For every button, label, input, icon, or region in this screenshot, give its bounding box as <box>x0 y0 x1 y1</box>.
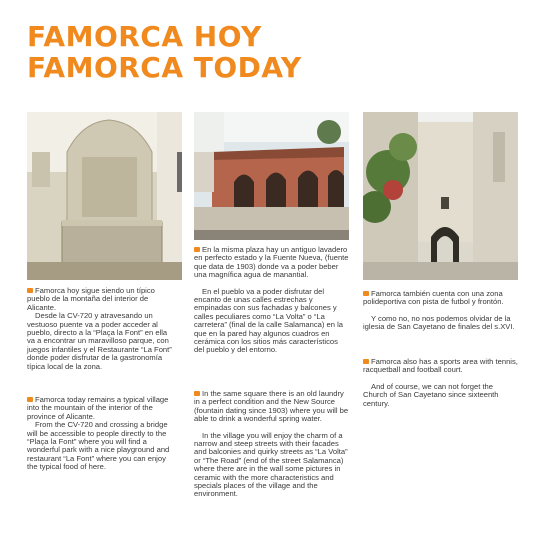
paragraph: En el pueblo va a poder disfrutar del encanto de unas calles estrechas y empinadas con sus fachadas y balcones y calles peculiares como “La Volta” o “La carretera” (final de la calle Salamanca) en la que en la pared hay algunos cuadros en cerámica con los sitios más característicos del pueblo y del entorno. <box>194 286 343 355</box>
text-en-col3 <box>363 358 518 408</box>
text-es-col2 <box>194 246 349 355</box>
bullet-icon <box>194 391 200 396</box>
paragraph: Desde la CV-720 y atravesando un vestuoso puente va a poder acceder al pueblo, directo a la “Plaça la Font” en ella va a encontrar un maravilloso parque, con juegos infantiles y el Restaurante “La Font” donde poder disfrutar de la gastronomía típica local de la zona. <box>27 311 172 371</box>
paragraph: Famorca también cuenta con una zona polideportiva con pista de futbol y frontón. <box>363 289 504 307</box>
photo-laundry <box>194 112 349 240</box>
title-english: FAMORCA TODAY <box>27 51 302 84</box>
text-en-col2 <box>194 390 349 499</box>
paragraph: En la misma plaza hay un antiguo lavadero en perfecto estado y la Fuente Nueva, (fuente que data de 1903) donde va a poder beber una magnífica agua de manantial. <box>194 245 349 280</box>
bullet-icon <box>363 359 369 364</box>
paragraph: From the CV-720 and crossing a bridge will be accessible to people directly to the “Plaça la Font” where you will find a wonderful park with a nice playground and restaurant “La Font” where you can enjoy the typical food of here. <box>27 420 170 472</box>
bullet-icon <box>194 247 200 252</box>
paragraph: In the same square there is an old laundry in a perfect condition and the New Source (fountain dating since 1903) where you will be able to drink a wonderful spring water. <box>194 389 349 424</box>
text-es-col1 <box>27 287 177 371</box>
bullet-icon <box>27 397 33 402</box>
column-1 <box>27 112 182 472</box>
paragraph: Famorca hoy sigue siendo un típico pueblo de la montaña del interior de Alicante. <box>27 286 155 312</box>
paragraph: In the village you will enjoy the charm of a narrow and steep streets with their facades and balconies and quirky streets as “La Volta” or “The Road” (end of the street Salamanca) where there are in the wall some pictures in ceramic with the more characteristics and specials places of the village and the environment. <box>194 430 348 499</box>
paragraph: Y como no, no nos podemos olvidar de la iglesia de San Cayetano de finales del s.XVI. <box>363 313 515 332</box>
paragraph: Famorca today remains a typical village into the mountain of the interior of the province of Alicante. <box>27 395 169 421</box>
bullet-icon <box>363 291 369 296</box>
paragraph: And of course, we can not forget the Church of San Cayetano since sixteenth century. <box>363 381 499 408</box>
photo-street-arch <box>363 112 518 280</box>
bullet-icon <box>27 288 33 293</box>
page-title <box>27 21 302 83</box>
column-3 <box>363 112 518 408</box>
title-spanish: FAMORCA HOY <box>27 20 262 53</box>
text-en-col1 <box>27 396 177 472</box>
photo-fountain <box>27 112 182 280</box>
column-2 <box>194 112 349 499</box>
paragraph: Famorca also has a sports area with tennis, racquetball and football court. <box>363 357 518 375</box>
text-es-col3 <box>363 290 518 332</box>
